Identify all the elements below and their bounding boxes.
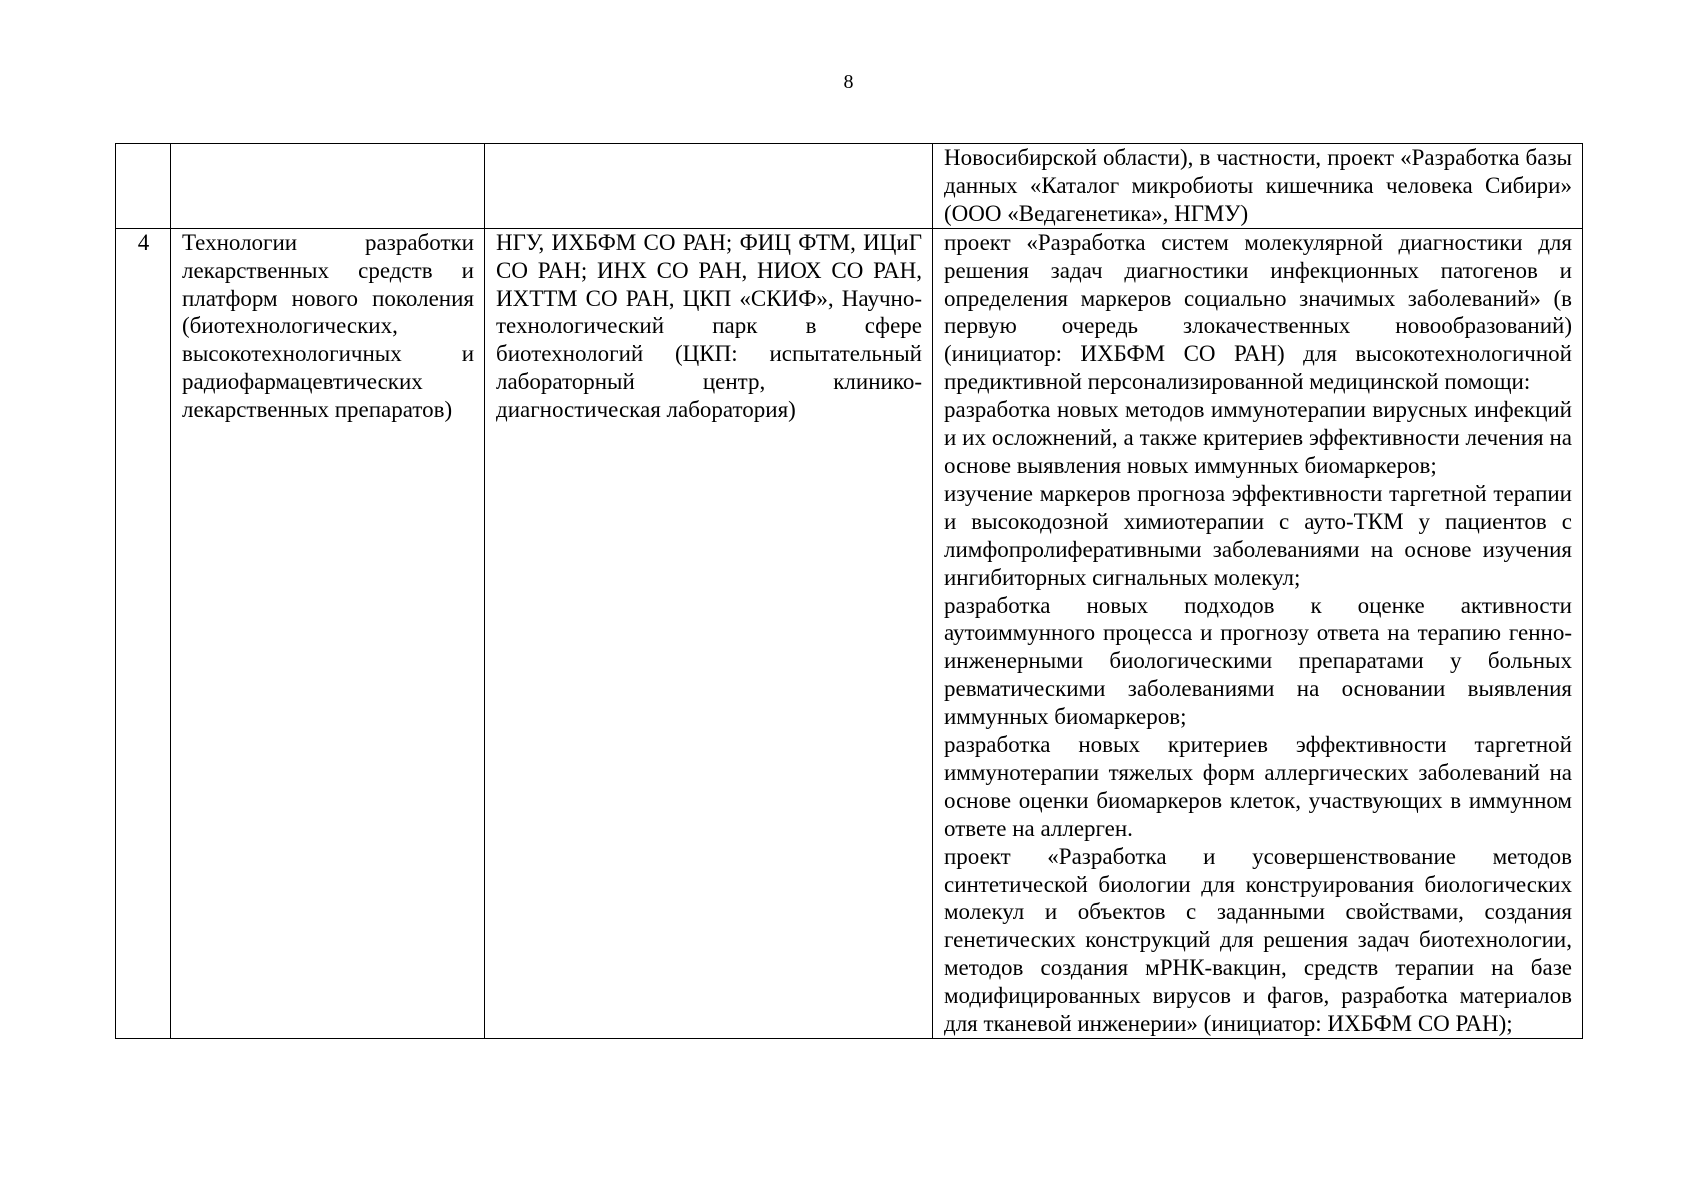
project-paragraph: разработка новых методов иммунотерапии вирусных инфекций и их осложнений, а также критериев эффективности лечения на основе выявления новых иммунных биомаркеров; xyxy=(944,397,1572,478)
projects-cell xyxy=(933,228,1583,1038)
project-paragraph: Новосибирской области), в частности, проект «Разработка базы данных «Каталог микробиоты кишечника человека Сибири» (ООО «Ведагенетика», НГМУ) xyxy=(944,145,1572,226)
row-number-cell xyxy=(116,144,171,229)
organizations-cell: НГУ, ИХБФМ СО РАН; ФИЦ ФТМ, ИЦиГ СО РАН; ИНХ СО РАН, НИОХ СО РАН, ИХТТМ СО РАН, ЦКП «СКИФ», Научно-технологический парк в сфере биотехнологий (ЦКП: испытательный лабораторный центр, клинико-диагностическая лаборатория) xyxy=(485,228,933,1038)
table-row-continued xyxy=(116,144,1583,229)
project-paragraph: разработка новых критериев эффективности таргетной иммунотерапии тяжелых форм аллергических заболеваний на основе оценки биомаркеров клеток, участвующих в иммунном ответе на аллерген. xyxy=(944,732,1572,841)
projects-table xyxy=(115,143,1583,1039)
project-paragraph: проект «Разработка систем молекулярной диагностики для решения задач диагностики инфекционных патогенов и определения маркеров социально значимых заболеваний» (в первую очередь злокачественных новообразований) (инициатор: ИХБФМ СО РАН) для высокотехнологичной предиктивной персонализированной медицинской помощи: xyxy=(944,229,1572,395)
page-number: 8 xyxy=(843,71,854,93)
project-paragraph: проект «Разработка и усовершенствование методов синтетической биологии для конструирования биологических молекул и объектов с заданными свойствами, создания генетических конструкций для решения задач биотехнологии, методов создания мРНК-вакцин, средств терапии на базе модифицированных вирусов и фагов, разработка материалов для тканевой инженерии» (инициатор: ИХБФМ СО РАН); xyxy=(944,843,1572,1037)
projects-cell xyxy=(933,144,1583,229)
technology-cell: Технологии разработки лекарственных средств и платформ нового поколения (биотехнологических, высокотехнологичных и радиофармацевтических лекарственных препаратов) xyxy=(171,228,485,1038)
technology-cell xyxy=(171,144,485,229)
row-number-cell: 4 xyxy=(116,228,171,1038)
project-paragraph: разработка новых подходов к оценке активности аутоиммунного процесса и прогнозу ответа на терапию генно-инженерными биологическими препаратами у больных ревматическими заболеваниями на основании выявления иммунных биомаркеров; xyxy=(944,592,1572,730)
organizations-cell xyxy=(485,144,933,229)
table-row-4 xyxy=(116,228,1583,1038)
project-paragraph: изучение маркеров прогноза эффективности таргетной терапии и высокодозной химиотерапии с ауто-ТКМ у пациентов с лимфопролиферативными заболеваниями на основе изучения ингибиторных сигнальных молекул; xyxy=(944,480,1572,590)
